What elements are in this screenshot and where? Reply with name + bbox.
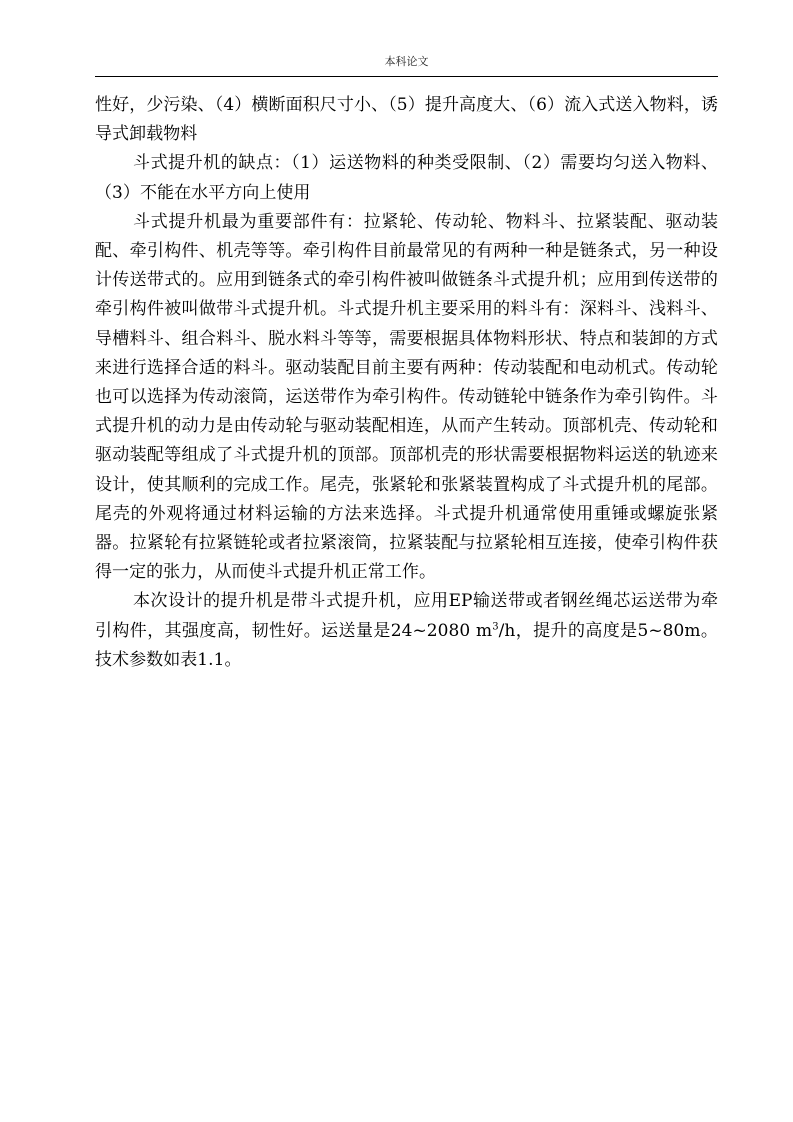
paragraph-design-spec — [95, 587, 718, 675]
header-title: 本科论文 — [384, 55, 429, 68]
superscript-cubic: 3 — [492, 621, 499, 632]
paragraph-components: 斗式提升机最为重要部件有：拉紧轮、传动轮、物料斗、拉紧装配、驱动装配、牵引构件、机壳等等。牵引构件目前最常见的有两种一种是链条式，另一种设计传送带式的。应用到链条式的牵引构件被叫做链条斗式提升机；应用到传送带的牵引构件被叫做带斗式提升机。斗式提升机主要采用的料斗有：深料斗、浅料斗、导槽料斗、组合料斗、脱水料斗等等，需要根据具体物料形状、特点和装卸的方式来进行选择合适的料斗。驱动装配目前主要有两种：传动装配和电动机式。传动轮也可以选择为传动滚筒，运送带作为牵引构件。传动链轮中链条作为牵引钩件。斗式提升机的动力是由传动轮与驱动装配相连，从而产生转动。顶部机壳、传动轮和驱动装配等组成了斗式提升机的顶部。顶部机壳的形状需要根据物料运送的轨迹来设计，使其顺利的完成工作。尾壳，张紧轮和张紧装置构成了斗式提升机的尾部。尾壳的外观将通过材料运输的方法来选择。斗式提升机通常使用重锤或螺旋张紧器。拉紧轮有拉紧链轮或者拉紧滚筒，拉紧装配与拉紧轮相互连接，使牵引构件获得一定的张力，从而使斗式提升机正常工作。 — [95, 211, 718, 583]
page-header — [95, 54, 718, 77]
paragraph-advantages-continued: 性好，少污染、（4）横断面积尺寸小、（5）提升高度大、（6）流入式送入物料，诱导式卸载物料 — [95, 95, 718, 145]
design-spec-text-end: /h，提升的高度是5~80m。技术参数如表1.1。 — [95, 620, 718, 670]
paragraph-disadvantages: 斗式提升机的缺点：（1）运送物料的种类受限制、（2）需要均匀送入物料、（3）不能在水平方向上使用 — [95, 153, 718, 203]
document-body — [95, 91, 718, 675]
design-spec-text-start: 本次设计的提升机是带斗式提升机，应用EP输送带或者钢丝绳芯运送带为牵引构件，其强度高，韧性好。运送量是24~2080 m — [95, 591, 718, 641]
